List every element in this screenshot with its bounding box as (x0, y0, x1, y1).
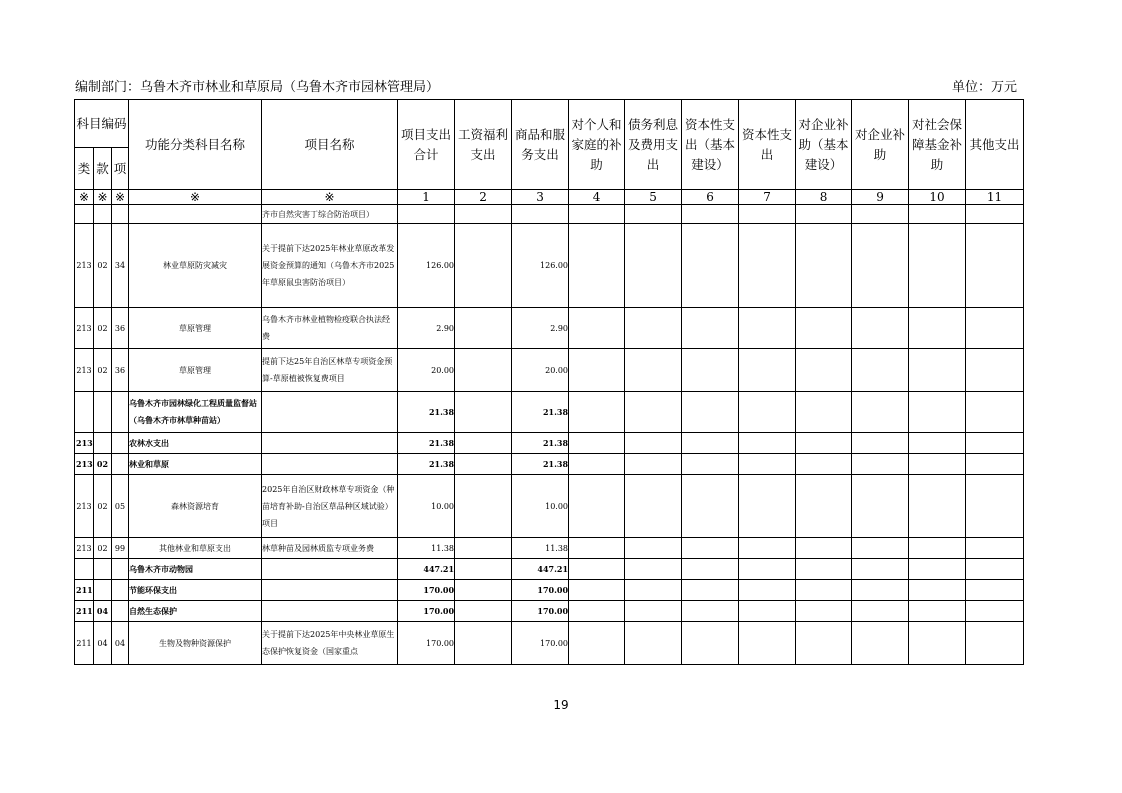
table-row (75, 224, 1024, 308)
col-other: 其他支出 (966, 100, 1024, 190)
index-cell: 11 (966, 190, 1024, 205)
cell-function-name: 乌鲁木齐市园林绿化工程质量监督站（乌鲁木齐市林草种苗站） (129, 392, 262, 433)
cell-kuan: 02 (94, 475, 112, 538)
cell-total: 170.00 (398, 580, 455, 601)
index-cell: ※ (129, 190, 262, 205)
cell-xiang: 36 (112, 308, 129, 349)
cell-total: 170.00 (398, 622, 455, 665)
col-debt-interest: 债务利息及费用支出 (625, 100, 682, 190)
cell-xiang (112, 601, 129, 622)
index-cell: ※ (75, 190, 94, 205)
cell-total: 2.90 (398, 308, 455, 349)
cell-goods-services: 11.38 (512, 538, 569, 559)
table-row (75, 392, 1024, 433)
cell-total: 126.00 (398, 224, 455, 308)
cell-function-name: 节能环保支出 (129, 580, 262, 601)
cell-total (398, 205, 455, 224)
cell-function-name: 林业草原防灾减灾 (129, 224, 262, 308)
cell-goods-services: 20.00 (512, 349, 569, 392)
col-enterprise: 对企业补助 (852, 100, 909, 190)
table-row (75, 538, 1024, 559)
table-row (75, 601, 1024, 622)
cell-project-name: 2025年自治区财政林草专项资金（种苗培育补助-自治区草品种区域试验）项目 (262, 475, 398, 538)
cell-kuan (94, 392, 112, 433)
cell-xiang (112, 454, 129, 475)
cell-function-name: 草原管理 (129, 308, 262, 349)
index-cell: 7 (739, 190, 796, 205)
cell-goods-services: 2.90 (512, 308, 569, 349)
cell-lei: 213 (75, 454, 94, 475)
cell-project-name: 齐市自然灾害丁综合防治项目） (262, 205, 398, 224)
header-row-1 (75, 100, 1024, 148)
index-cell: 2 (455, 190, 512, 205)
cell-kuan: 04 (94, 601, 112, 622)
cell-project-name: 乌鲁木齐市林业植物检疫联合执法经费 (262, 308, 398, 349)
cell-function-name: 自然生态保护 (129, 601, 262, 622)
cell-xiang: 05 (112, 475, 129, 538)
cell-total: 21.38 (398, 454, 455, 475)
col-project-total: 项目支出合计 (398, 100, 455, 190)
cell-xiang: 04 (112, 622, 129, 665)
cell-xiang: 36 (112, 349, 129, 392)
index-cell: ※ (262, 190, 398, 205)
cell-function-name: 森林资源培育 (129, 475, 262, 538)
cell-xiang (112, 392, 129, 433)
cell-function-name (129, 205, 262, 224)
cell-kuan (94, 205, 112, 224)
compiling-department: 编制部门：乌鲁木齐市林业和草原局（乌鲁木齐市园林管理局） (75, 80, 440, 95)
table-row (75, 475, 1024, 538)
col-lei: 类 (75, 148, 94, 190)
currency-unit: 单位：万元 (951, 80, 1017, 95)
cell-kuan: 02 (94, 538, 112, 559)
col-xiang: 项 (112, 148, 129, 190)
cell-lei (75, 392, 94, 433)
index-cell: 10 (909, 190, 966, 205)
cell-function-name: 农林水支出 (129, 433, 262, 454)
cell-kuan: 02 (94, 224, 112, 308)
cell-lei: 213 (75, 224, 94, 308)
cell-project-name (262, 433, 398, 454)
cell-function-name: 草原管理 (129, 349, 262, 392)
cell-project-name: 关于提前下达2025年林业草原改革发展资金预算的通知（乌鲁木齐市2025年草原鼠虫害防治项目） (262, 224, 398, 308)
index-cell: 5 (625, 190, 682, 205)
cell-project-name (262, 454, 398, 475)
cell-goods-services: 170.00 (512, 622, 569, 665)
col-kuan: 款 (94, 148, 112, 190)
cell-kuan (94, 580, 112, 601)
col-wages-welfare: 工资福利支出 (455, 100, 512, 190)
cell-lei: 211 (75, 580, 94, 601)
cell-total: 21.38 (398, 392, 455, 433)
cell-kuan: 02 (94, 308, 112, 349)
project-expenditure-table (74, 99, 1024, 665)
cell-lei: 211 (75, 622, 94, 665)
index-cell: ※ (94, 190, 112, 205)
cell-project-name: 关于提前下达2025年中央林业草原生态保护恢复资金（国家重点 (262, 622, 398, 665)
table-row (75, 205, 1024, 224)
table-row (75, 349, 1024, 392)
table-row (75, 454, 1024, 475)
col-project-name: 项目名称 (262, 100, 398, 190)
cell-kuan: 02 (94, 454, 112, 475)
col-household-subsidy: 对个人和家庭的补助 (569, 100, 625, 190)
col-capital: 资本性支出 (739, 100, 796, 190)
index-cell: 4 (569, 190, 625, 205)
cell-project-name (262, 559, 398, 580)
col-function-name: 功能分类科目名称 (129, 100, 262, 190)
cell-goods-services: 21.38 (512, 392, 569, 433)
table-row (75, 622, 1024, 665)
cell-xiang (112, 559, 129, 580)
table-row (75, 580, 1024, 601)
cell-total: 447.21 (398, 559, 455, 580)
cell-xiang (112, 433, 129, 454)
index-cell: 9 (852, 190, 909, 205)
cell-lei: 213 (75, 538, 94, 559)
cell-kuan: 04 (94, 622, 112, 665)
cell-xiang: 34 (112, 224, 129, 308)
cell-project-name: 林草种苗及园林质监专项业务费 (262, 538, 398, 559)
col-social-security: 对社会保障基金补助 (909, 100, 966, 190)
cell-xiang: 99 (112, 538, 129, 559)
cell-lei: 213 (75, 433, 94, 454)
cell-goods-services: 10.00 (512, 475, 569, 538)
cell-project-name: 提前下达25年自治区林草专项资金预算-草原植被恢复费项目 (262, 349, 398, 392)
cell-goods-services: 170.00 (512, 601, 569, 622)
cell-total: 11.38 (398, 538, 455, 559)
header-index-row (75, 190, 1024, 205)
table-row (75, 559, 1024, 580)
cell-project-name (262, 392, 398, 433)
cell-goods-services: 170.00 (512, 580, 569, 601)
cell-lei: 211 (75, 601, 94, 622)
index-cell: 6 (682, 190, 739, 205)
cell-total: 10.00 (398, 475, 455, 538)
table-row (75, 308, 1024, 349)
cell-kuan (94, 433, 112, 454)
index-cell: ※ (112, 190, 129, 205)
cell-lei (75, 205, 94, 224)
cell-function-name: 生物及物种资源保护 (129, 622, 262, 665)
cell-lei: 213 (75, 349, 94, 392)
cell-kuan: 02 (94, 349, 112, 392)
col-code-group: 科目编码 (75, 100, 129, 148)
cell-lei: 213 (75, 475, 94, 538)
cell-total: 170.00 (398, 601, 455, 622)
page-number: 19 (553, 698, 569, 712)
col-capital-basic: 资本性支出（基本建设） (682, 100, 739, 190)
index-cell: 8 (796, 190, 852, 205)
table-row (75, 433, 1024, 454)
report-header (75, 79, 1019, 97)
cell-goods-services: 126.00 (512, 224, 569, 308)
cell-lei (75, 559, 94, 580)
col-enterprise-basic: 对企业补助（基本建设） (796, 100, 852, 190)
cell-goods-services: 21.38 (512, 454, 569, 475)
col-goods-services: 商品和服务支出 (512, 100, 569, 190)
cell-xiang (112, 580, 129, 601)
index-cell: 1 (398, 190, 455, 205)
cell-total: 21.38 (398, 433, 455, 454)
cell-kuan (94, 559, 112, 580)
cell-function-name: 林业和草原 (129, 454, 262, 475)
index-cell: 3 (512, 190, 569, 205)
cell-xiang (112, 205, 129, 224)
cell-function-name: 其他林业和草原支出 (129, 538, 262, 559)
cell-project-name (262, 601, 398, 622)
cell-function-name: 乌鲁木齐市动物园 (129, 559, 262, 580)
cell-goods-services: 21.38 (512, 433, 569, 454)
cell-total: 20.00 (398, 349, 455, 392)
cell-goods-services (512, 205, 569, 224)
cell-goods-services: 447.21 (512, 559, 569, 580)
cell-project-name (262, 580, 398, 601)
cell-lei: 213 (75, 308, 94, 349)
